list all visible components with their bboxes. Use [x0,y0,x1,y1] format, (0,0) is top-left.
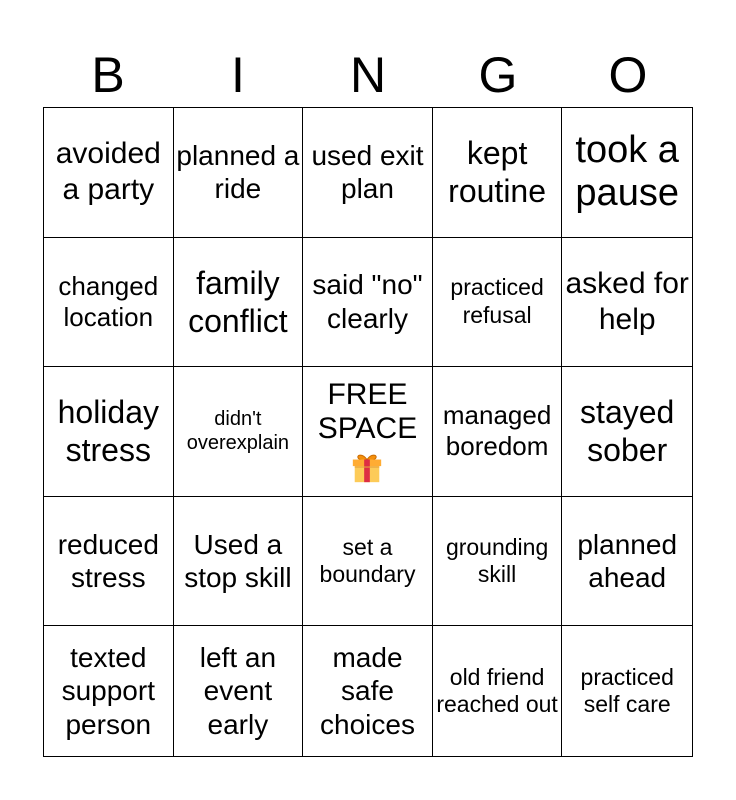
bingo-cell[interactable] [174,367,304,497]
cell-label: avoided a party [55,137,161,207]
cell-label: practiced refusal [450,274,544,328]
bingo-cell[interactable] [44,626,174,756]
cell-label: kept routine [448,134,547,210]
bingo-cell[interactable] [303,497,433,627]
cell-label: left an event early [199,641,277,740]
bingo-cell[interactable] [44,108,174,238]
bingo-cell[interactable] [562,238,692,368]
cell-label: took a pause [575,128,679,215]
cell-label: didn't overexplain [186,408,290,455]
cell-label: holiday stress [57,394,159,469]
cell-label: grounding skill [445,533,549,588]
cell-label: planned ahead [577,528,678,594]
bingo-cell[interactable] [433,626,563,756]
cell-label: made safe choices [320,641,415,740]
bingo-cell[interactable] [433,238,563,368]
gift-icon [350,451,384,485]
cell-label: old friend reached out [436,663,558,718]
bingo-cell[interactable] [562,108,692,238]
bingo-cell[interactable] [433,497,563,627]
bingo-cell[interactable] [174,497,304,627]
bingo-header [43,44,693,106]
bingo-board [43,107,693,757]
bingo-cell[interactable] [303,238,433,368]
bingo-cell[interactable] [44,367,174,497]
bingo-cell[interactable] [562,497,692,627]
bingo-cell[interactable] [433,108,563,238]
free-space-cell[interactable] [303,367,433,497]
bingo-cell[interactable] [44,497,174,627]
header-letter-n: N [349,47,387,103]
header-letter-g: G [478,47,518,103]
bingo-cell[interactable] [433,367,563,497]
cell-label: family conflict [188,264,288,339]
cell-label: texted support person [61,641,155,740]
cell-label: reduced stress [57,528,159,594]
bingo-cell[interactable] [303,626,433,756]
cell-label: used exit plan [311,139,424,205]
cell-label: planned a ride [176,139,300,205]
cell-label: managed boredom [442,400,552,462]
cell-label: Used a stop skill [184,528,292,594]
header-letter-i: I [231,47,245,103]
cell-label: stayed sober [580,394,675,469]
cell-label: practiced self care [580,663,674,718]
cell-label: changed location [58,270,159,332]
bingo-cell[interactable] [174,108,304,238]
bingo-cell[interactable] [562,626,692,756]
bingo-cell[interactable] [562,367,692,497]
free-space-label: FREE SPACE [317,377,418,446]
bingo-cell[interactable] [174,238,304,368]
header-letter-b: B [91,47,125,103]
bingo-cell[interactable] [303,108,433,238]
header-letter-o: O [608,47,648,103]
cell-label: said "no" clearly [312,269,423,334]
bingo-cell[interactable] [174,626,304,756]
cell-label: asked for help [565,266,689,336]
cell-label: set a boundary [319,533,416,588]
bingo-cell[interactable] [44,238,174,368]
